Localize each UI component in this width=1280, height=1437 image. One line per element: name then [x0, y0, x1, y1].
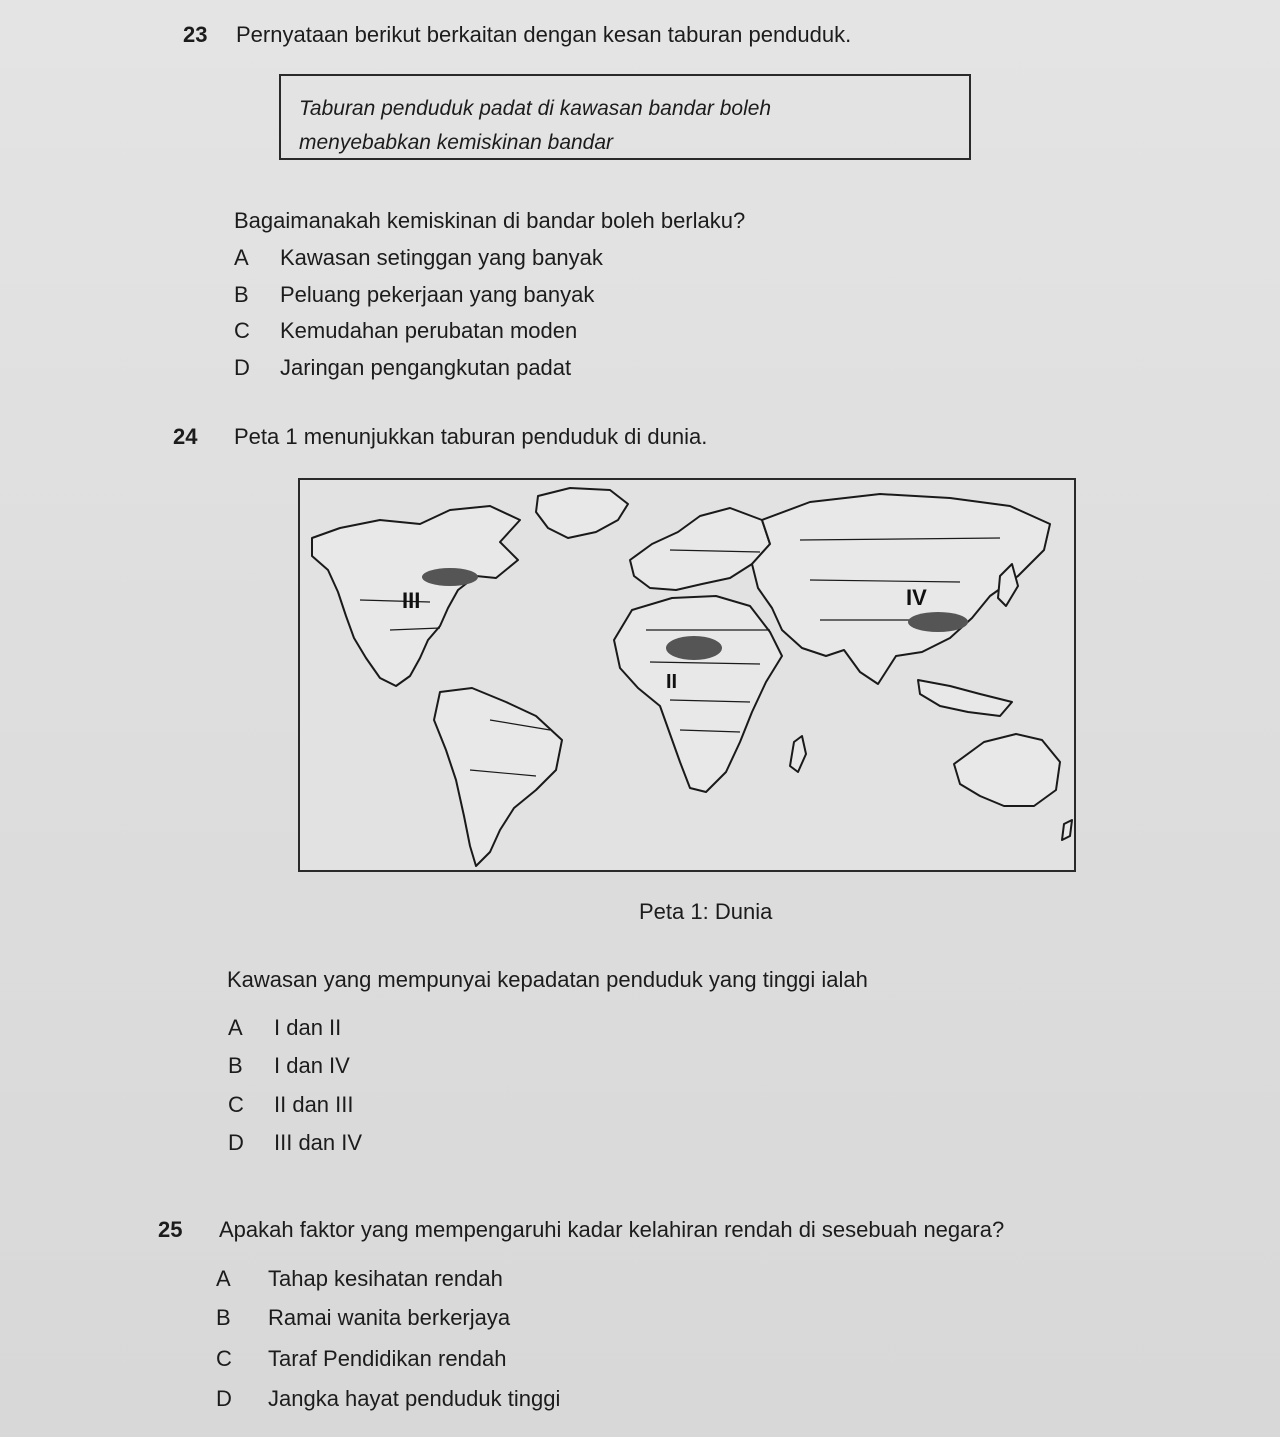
option-letter: C [234, 318, 250, 343]
label-iv: IV [906, 585, 927, 610]
option-text: Jangka hayat penduduk tinggi [268, 1386, 561, 1411]
q25-option-a[interactable] [216, 1266, 503, 1292]
q23-option-d[interactable] [234, 355, 571, 381]
q24-number: 24 [173, 424, 198, 449]
q23-option-b[interactable] [234, 282, 594, 308]
q24-option-b[interactable] [228, 1053, 350, 1079]
option-letter: A [216, 1266, 231, 1291]
option-letter: D [216, 1386, 232, 1411]
region-iv-marker [908, 612, 968, 632]
option-letter: C [216, 1346, 232, 1371]
australia-outline [954, 734, 1060, 806]
option-text: II dan III [274, 1092, 354, 1117]
option-letter: D [228, 1130, 244, 1155]
label-iii: III [402, 588, 421, 613]
sea-islands-outline [918, 680, 1012, 716]
option-letter: C [228, 1092, 244, 1117]
option-letter: A [234, 245, 249, 270]
option-text: Ramai wanita berkerjaya [268, 1305, 511, 1330]
option-letter: B [216, 1305, 231, 1330]
option-text: Taraf Pendidikan rendah [268, 1346, 507, 1371]
madagascar-outline [790, 736, 806, 772]
region-iii-marker [422, 568, 478, 586]
q23-option-c[interactable] [234, 318, 577, 344]
new-zealand-outline [1062, 820, 1072, 840]
label-ii: II [666, 671, 678, 693]
q24-option-d[interactable] [228, 1130, 362, 1156]
q23-number: 23 [183, 22, 208, 47]
europe-outline [630, 508, 770, 590]
q25-number: 25 [158, 1217, 183, 1242]
option-text: Kawasan setinggan yang banyak [280, 245, 603, 270]
south-america-outline [434, 688, 562, 866]
q24-option-c[interactable] [228, 1092, 354, 1118]
q23-statement-box [279, 74, 971, 160]
option-text: Peluang pekerjaan yang banyak [280, 282, 595, 307]
q23-option-a[interactable] [234, 245, 603, 271]
q25-option-d[interactable] [216, 1386, 560, 1412]
option-text: I dan IV [274, 1053, 350, 1078]
option-letter: B [234, 282, 249, 307]
option-text: Kemudahan perubatan moden [280, 318, 578, 343]
option-text: Jaringan pengangkutan padat [280, 355, 572, 380]
option-text: Tahap kesihatan rendah [268, 1266, 503, 1291]
q23-question: Bagaimanakah kemiskinan di bandar boleh berlaku? [234, 208, 746, 233]
world-map-drawing [300, 480, 1074, 870]
option-text: III dan IV [274, 1130, 363, 1155]
q23-statement-line1: Taburan penduduk padat di kawasan bandar boleh [299, 97, 772, 120]
option-letter: D [234, 355, 250, 380]
q24-option-a[interactable] [228, 1015, 341, 1041]
option-letter: B [228, 1053, 243, 1078]
africa-outline [614, 596, 782, 792]
q25-text: Apakah faktor yang mempengaruhi kadar kelahiran rendah di sesebuah negara? [219, 1217, 1005, 1242]
q25-option-c[interactable] [216, 1346, 507, 1372]
q24-question: Kawasan yang mempunyai kepadatan penduduk yang tinggi ialah [227, 967, 868, 992]
option-text: I dan II [274, 1015, 342, 1040]
world-map [298, 478, 1076, 872]
region-ii-marker [666, 636, 722, 660]
q23-text: Pernyataan berikut berkaitan dengan kesan taburan penduduk. [236, 22, 852, 47]
greenland-outline [536, 488, 628, 538]
q23-statement-line2: menyebabkan kemiskinan bandar [299, 131, 614, 154]
option-letter: A [228, 1015, 243, 1040]
q25-option-b[interactable] [216, 1305, 510, 1331]
map-caption: Peta 1: Dunia [639, 899, 773, 924]
q24-text: Peta 1 menunjukkan taburan penduduk di dunia. [234, 424, 708, 449]
